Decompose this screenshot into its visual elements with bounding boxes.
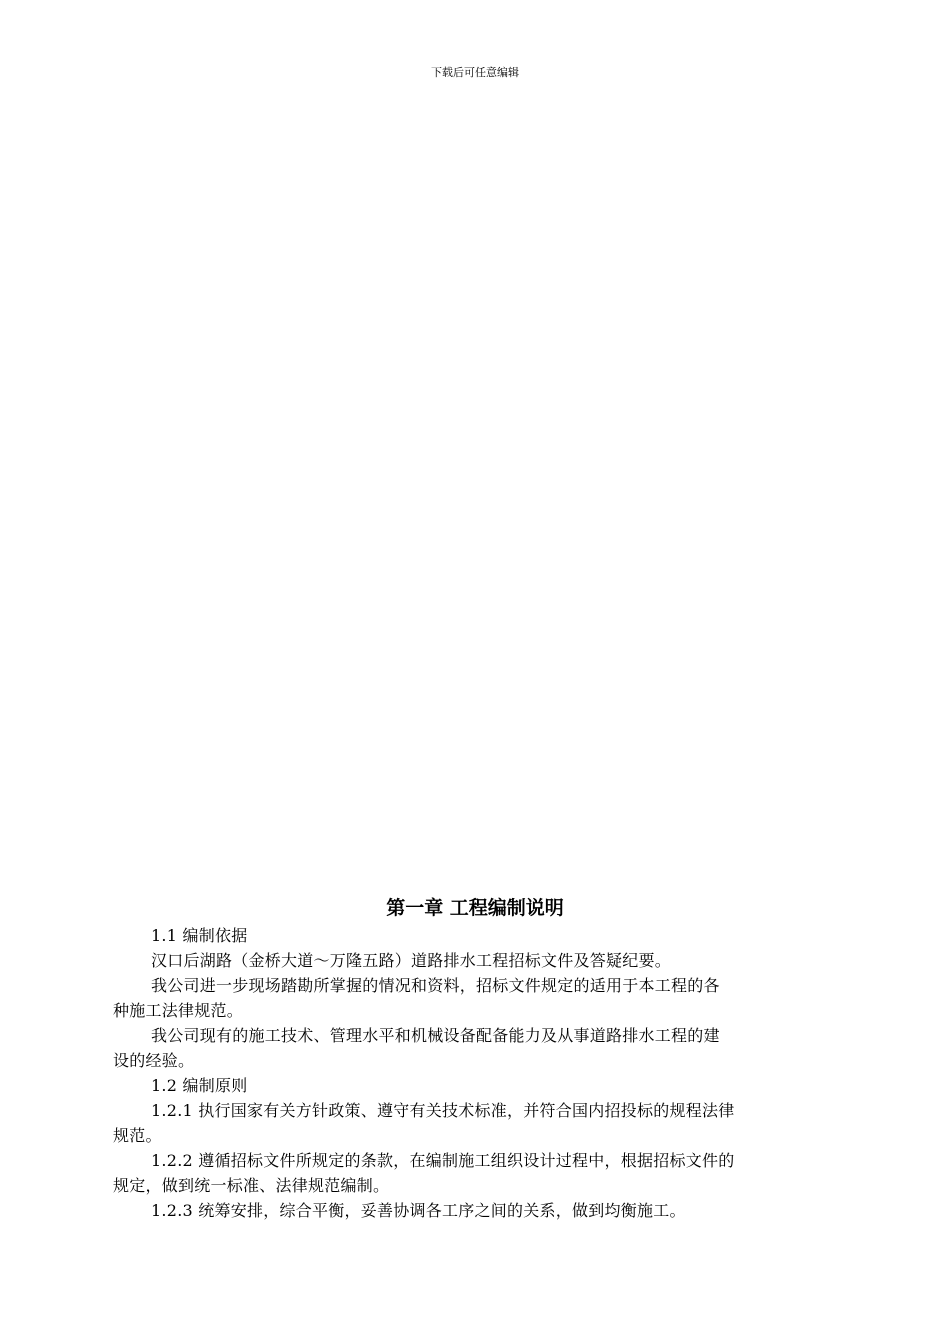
chapter-title: 第一章 工程编制说明: [386, 897, 564, 919]
paragraph-principle-1-2-3: 1.2.3 统筹安排，综合平衡，妥善协调各工序之间的关系，做到均衡施工。: [151, 1201, 686, 1220]
paragraph-principle-1-2-1: 1.2.1 执行国家有关方针政策、遵守有关技术标准，并符合国内招投标的规程法律 规范。: [113, 1101, 735, 1145]
section-heading-1-1: 1.1 编制依据: [151, 926, 248, 945]
paragraph-basis-survey: 我公司进一步现场踏勘所掌握的情况和资料，招标文件规定的适用于本工程的各 种施工法律规范。: [113, 976, 720, 1020]
paragraph-basis-tender: 汉口后湖路（金桥大道～万隆五路）道路排水工程招标文件及答疑纪要。: [151, 951, 672, 970]
document-body: [113, 893, 837, 1223]
page-header: 下载后可任意编辑: [431, 66, 519, 79]
paragraph-basis-capability: 我公司现有的施工技术、管理水平和机械设备配备能力及从事道路排水工程的建 设的经验。: [113, 1026, 720, 1070]
paragraph-principle-1-2-2: 1.2.2 遵循招标文件所规定的条款，在编制施工组织设计过程中，根据招标文件的 规定，做到统一标准、法律规范编制。: [113, 1151, 735, 1195]
section-heading-1-2: 1.2 编制原则: [151, 1076, 248, 1095]
